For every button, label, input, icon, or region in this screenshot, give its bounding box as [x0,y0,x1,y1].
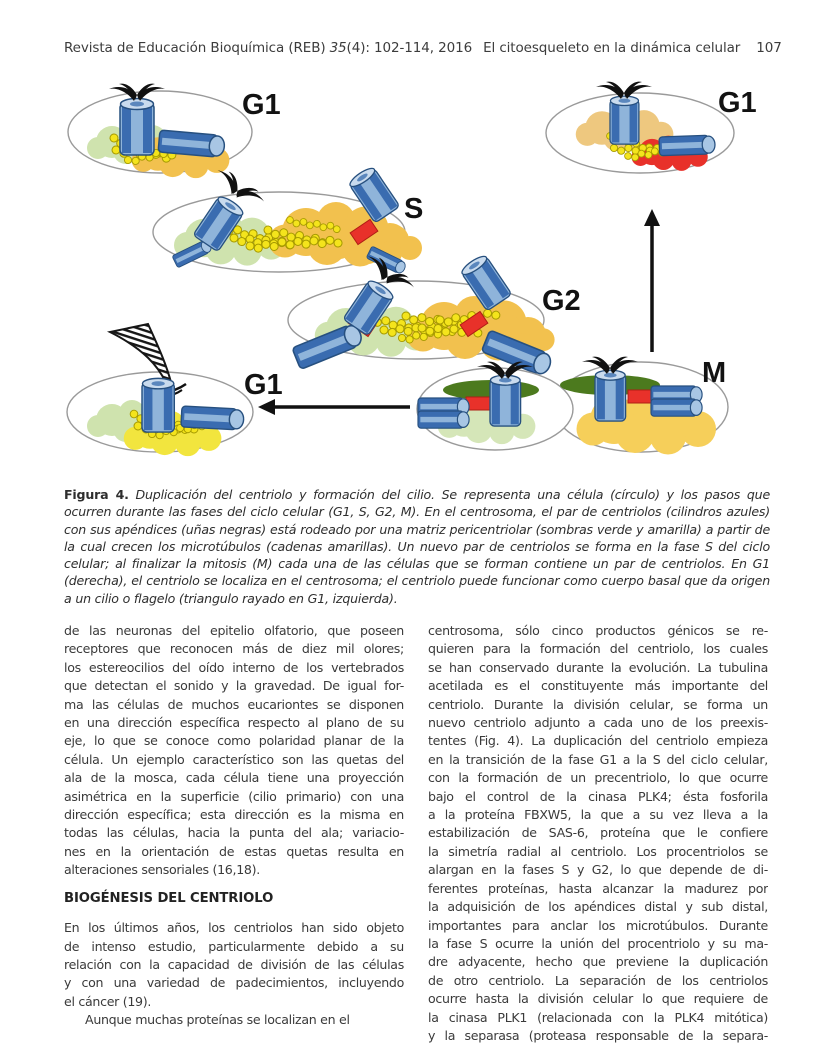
paragraph [64,622,404,880]
text-line: Aunque muchas proteínas se localizan en el [85,1012,350,1028]
page-number: 107 [756,40,782,56]
paragraph [428,622,768,1045]
text-line: nes en la orientación de estas quetas resulta en [64,843,404,859]
text-line: acetilada es el constituyente más importante del [428,678,768,694]
text-line: con la formación de un precentriolo, lo que ocurre [428,770,768,786]
cell-s [153,165,422,275]
text-line: de otro centriolo. La separación de los centriolos [428,972,768,988]
left-column [64,622,404,1030]
paragraph [64,1011,404,1029]
text-line: y con una variedad de padecimientos, incluyendo [64,975,404,991]
text-line: célula. Un ejemplo característico son las quetas del [64,751,404,767]
text-line: de las neuronas del epitelio olfatorio, que poseen [64,623,404,638]
text-line: en la transición de la fase G1 a la S del ciclo celular, [428,751,768,767]
text-line: En los últimos años, los centriolos han sido objeto [64,920,404,936]
text-line: centriolo. Durante la división celular, se forma un [428,696,768,712]
cell-g1-top-right [546,82,734,173]
text-line: ferentes proteínas, hasta alcanzar la madurez por [428,880,768,896]
cell-g1-top-left [68,84,252,179]
text-line: la adquisición de los apéndices distal y sub distal, [428,899,768,915]
text-line: receptores que reconocen más de diez mil olores; [64,641,404,657]
text-line: asimétrica en la superficie (cilio primario) con una [64,788,404,804]
page-header [64,40,782,56]
text-line: la simetría radial al centriolo. Los procentriolos se [428,843,768,859]
phase-label-g1-top-right: G1 [718,87,757,119]
text-line: nuevo centriolo adjunto a cada uno de los preexis- [428,715,768,731]
phase-label-s: S [404,193,424,225]
text-line: y la separasa (proteasa responsable de la separa- [428,1027,768,1043]
text-line: que detectan el sonido y la gravedad. De igual for- [64,678,404,694]
text-line: de intenso estudio, particularmente debido a su [64,938,404,954]
text-line: bajo el control de la cinasa PLK4; ésta fosforila [428,788,768,804]
text-line: alteraciones sensoriales (16,18). [64,862,260,878]
text-line: dre adyacente, hecho que previene la duplicación [428,954,768,970]
text-line: importantes para anclar los microtúbulos. Durante [428,917,768,933]
figure-caption [64,486,770,607]
text-line: relación con la capacidad de división de las células [64,956,404,972]
cell-g1-bottom-left [67,324,253,456]
running-title: El citoesqueleto en la dinámica celular [483,40,741,56]
journal-name: Revista de Educación Bioquímica (REB) [64,40,326,56]
journal-issue: (4): 102-114, 2016 [346,40,473,56]
journal-volume: 35 [329,40,347,56]
figure-caption-label: Figura 4. [64,487,129,502]
text-line: los estereocilios del oído interno de los vertebrados [64,659,404,675]
text-line: alargan en la fases S y G2, lo que depende de di- [428,862,768,878]
arrow-m-to-g1-left [258,399,410,415]
text-line: a la proteína FBXW5, la que a su vez lleva a la [428,807,768,823]
text-line: todas las células, hacia la punta del ala; variacio- [64,825,404,841]
phase-label-g1-top-left: G1 [242,89,281,121]
text-line: estabilización de SAS-6, proteína que le confiere [428,825,768,841]
text-line: en una dirección específica respecto al plano de su [64,715,404,731]
text-line: dirección específica; esta dirección es la misma en [64,807,404,823]
text-line: ala de la mosca, cada célula tiene una proyección [64,770,404,786]
text-line: eje, lo que se conoce como polaridad planar de la [64,733,404,749]
section-heading: BIOGÉNESIS DEL CENTRIOLO [64,890,274,906]
text-line: ocurre hasta la división celular lo que requiere de [428,991,768,1007]
text-line: la cinasa PLK1 (relacionada con la PLK4 mitótica) [428,1009,768,1025]
text-line: quieren para la formación del centriolo, los cuales [428,641,768,657]
text-line: se han conservado durante la evolución. La tubulina [428,659,768,675]
text-line: la fase S ocurre la unión del procentriolo y su ma- [428,935,768,951]
paragraph [64,919,404,1011]
right-column [428,622,768,1045]
arrow-m-to-g1-up [644,209,660,352]
phase-label-g1-bottom-left: G1 [244,369,283,401]
figure-caption-text: Duplicación del centriolo y formación del cilio. Se representa una célula (círculo) y los pasos que ocurren durante las fases del ciclo celular (G1, S, G2, M). En el centrosoma, el par de centriolos (cilindros azules) con sus apéndices (uñas negras) está rodeado por una matriz pericentriolar (sombras verde y amarilla) a partir de la cual crecen los microtúbulos (cadenas amarillas). Un nuevo par de centriolos se forma en la fase S del ciclo celular; al finalizar la mitosis (M) cada una de las células que se forman contiene un par de centriolos. En G1 (derecha), el centriolo se localiza en el centrosoma; el centriolo puede funcionar como cuerpo basal que da origen a un cilio o flagelo (triangulo rayado en G1, izquierda). [64,487,770,606]
phase-label-m: M [702,357,727,389]
text-line: centrosoma, sólo cinco productos génicos se re- [428,623,768,638]
cell-m-pair [417,357,728,455]
phase-label-g2: G2 [542,285,581,317]
text-line: tentes (Fig. 4). La duplicación del centriolo empieza [428,733,768,749]
figure-4-diagram [54,80,774,472]
cell-g2 [288,252,555,377]
text-line: el cáncer (19). [64,993,152,1009]
text-line: ma las células de muchos eucariontes se disponen [64,696,404,712]
